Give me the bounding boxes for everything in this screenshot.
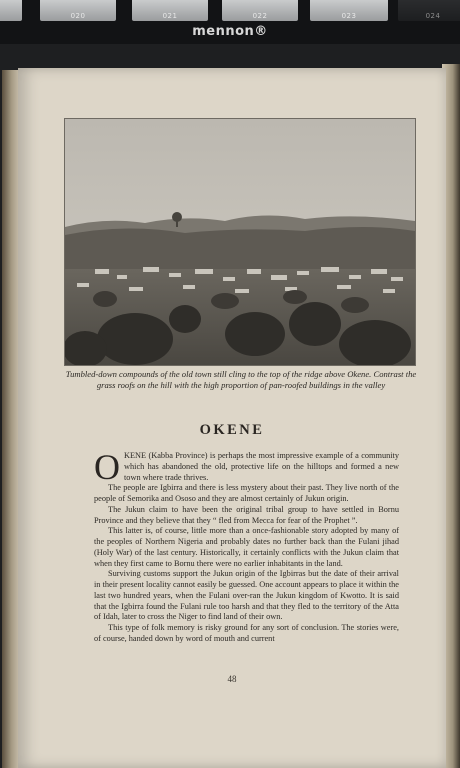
film-frame — [310, 0, 388, 21]
article-body — [94, 447, 399, 645]
photo-caption: Tumbled-down compounds of the old town still cling to the top of the ridge above Okene. Contrast the grass roofs on the hill with the high proportion of pan-roofed buildings in the valley — [65, 369, 417, 390]
frame-number: 022 — [252, 12, 268, 20]
film-frame — [398, 0, 460, 21]
paragraph: The Jukun claim to have been the original tribal group to have settled in Bornu Province and they believe that they “ fled from Mecca for fear of the Prophet ”. — [94, 504, 399, 525]
paragraph: This type of folk memory is risky ground for any sort of conclusion. The stories were, of course, handed down by word of mouth and current — [94, 623, 399, 643]
brand-logo: mennon® — [192, 24, 268, 39]
frame-number: 020 — [70, 12, 86, 20]
page-title: OKENE — [199, 422, 265, 438]
film-frame — [40, 0, 116, 21]
paragraph: The people are Igbirra and there is less mystery about their past. They live north of the people of Semorika and Ososo and they are almost certainly of Jukun origin. — [94, 483, 399, 503]
frame-number: 021 — [162, 12, 178, 20]
film-frame — [222, 0, 298, 21]
film-frame-edge — [0, 0, 22, 21]
paragraph — [94, 447, 399, 487]
frame-number: 024 — [425, 12, 441, 20]
film-frames — [0, 0, 460, 22]
lightbox-strip — [0, 0, 460, 44]
frame-number: 023 — [341, 12, 357, 20]
drop-cap: O — [94, 447, 120, 487]
town-photograph — [64, 118, 416, 366]
paragraph-text: KENE (Kabba Province) is perhaps the most impressive example of a community which has abandoned the old, protective life on the hilltops and formed a new town where trade thrives. — [124, 451, 399, 482]
book-page — [18, 68, 446, 768]
paragraph: This latter is, of course, little more than a once-fashionable story adopted by many of the peoples of Northern Nigeria and probably dates no further back than the Fulani jihad (Holy War) of the last century. Historically, it certainly conflicts with the Jukun claim that when they first came to Bornu there were no earlier inhabitants in the land. — [94, 526, 399, 568]
page-number: 48 — [227, 674, 237, 684]
paragraph: Surviving customs support the Jukun origin of the Igbirras but the date of their arrival in their present locality cannot easily be guessed. One account appears to place it within the last two hundred years, when the Fulani over-ran the Jukun kingdom of Kwotto. It is said that the Igbirra found the Fulani rule too harsh and that they fled to the territory of the Atta of Idah, later to cross the Niger to find land of their own. — [94, 569, 399, 622]
photo-landscape-icon — [65, 119, 415, 365]
film-frame — [132, 0, 208, 21]
